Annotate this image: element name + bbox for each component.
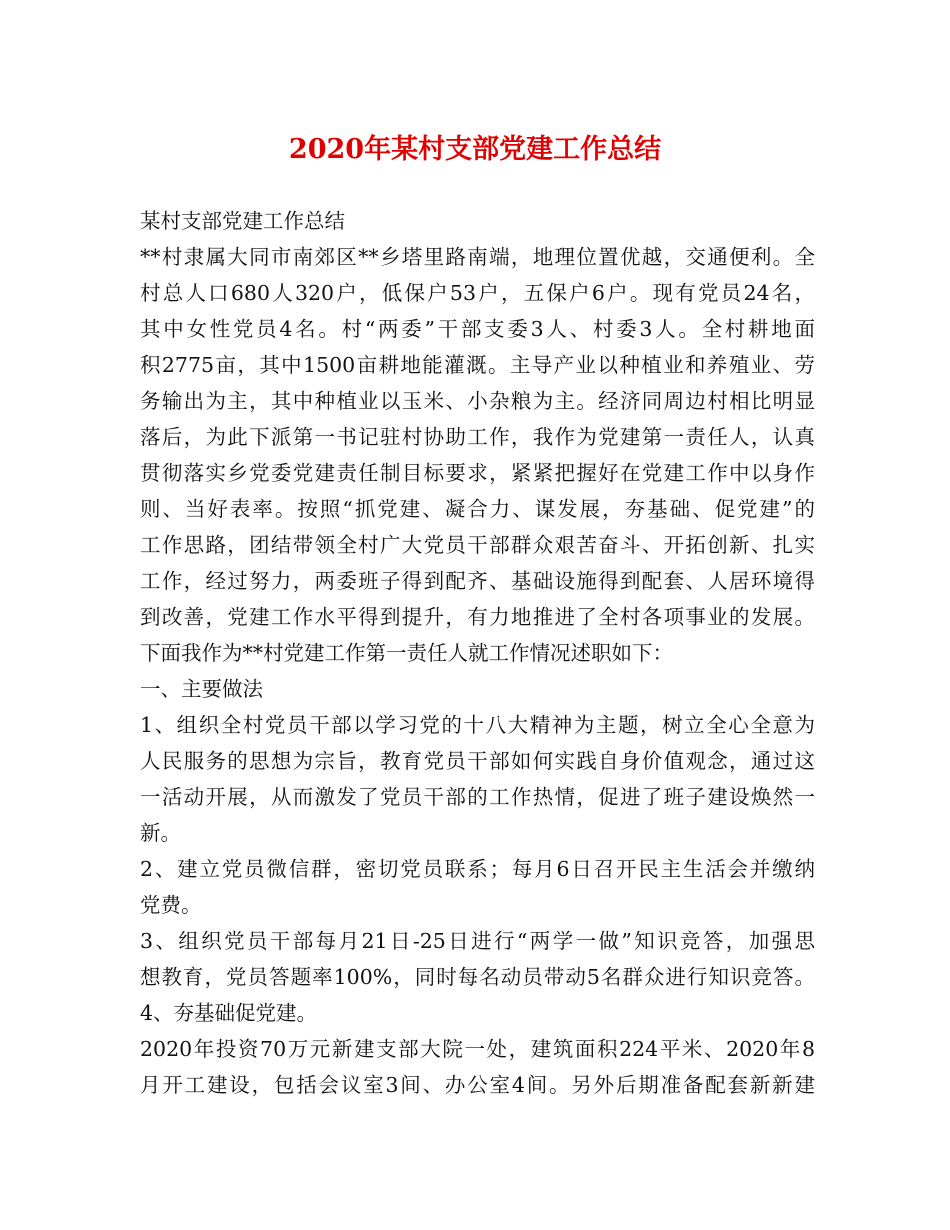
paragraph-line: 贯彻落实乡党委党建责任制目标要求，紧紧把握好在党建工作中以身作 [140, 461, 815, 485]
paragraph-line: 月开工建设，包括会议室3间、办公室4间。另外后期准备配套新新建 [140, 1073, 815, 1097]
paragraph-line: 村总人口680人320户，低保户53户，五保户6户。现有党员24名， [140, 281, 815, 305]
paragraph-line: 一活动开展，从而激发了党员干部的工作热情，促进了班子建设焕然一 [140, 785, 815, 809]
paragraph-line: 工作，经过努力，两委班子得到配齐、基础设施得到配套、人居环境得 [140, 569, 815, 593]
section-heading: 一、主要做法 [140, 677, 263, 701]
paragraph-line: 某村支部党建工作总结 [140, 209, 345, 233]
paragraph-line: 党费。 [140, 893, 202, 917]
paragraph-line: 则、当好表率。按照“抓党建、凝合力、谋发展，夯基础、促党建”的 [140, 497, 815, 521]
paragraph-line: 2、建立党员微信群，密切党员联系；每月6日召开民主生活会并缴纳 [140, 857, 815, 881]
paragraph-line: 人民服务的思想为宗旨，教育党员干部如何实践自身价值观念，通过这 [140, 749, 815, 773]
document-body [140, 203, 815, 1103]
paragraph-line: 新。 [140, 821, 181, 845]
paragraph-line: 4、夯基础促党建。 [140, 1001, 318, 1025]
paragraph-line: 3、组织党员干部每月21日-25日进行“两学一做”知识竞答，加强思 [140, 929, 815, 953]
paragraph-line: 务输出为主，其中种植业以玉米、小杂粮为主。经济同周边村相比明显 [140, 389, 815, 413]
paragraph-line: 下面我作为**村党建工作第一责任人就工作情况述职如下： [140, 641, 673, 665]
paragraph-line: 积2775亩，其中1500亩耕地能灌溉。主导产业以种植业和养殖业、劳 [140, 353, 815, 377]
paragraph-line: 1、组织全村党员干部以学习党的十八大精神为主题，树立全心全意为 [140, 713, 815, 737]
paragraph-line: 工作思路，团结带领全村广大党员干部群众艰苦奋斗、开拓创新、扎实 [140, 533, 815, 557]
paragraph-line: 到改善，党建工作水平得到提升，有力地推进了全村各项事业的发展。 [140, 605, 815, 629]
paragraph-line: 落后，为此下派第一书记驻村协助工作，我作为党建第一责任人，认真 [140, 425, 815, 449]
paragraph-line: 2020年投资70万元新建支部大院一处，建筑面积224平米、2020年8 [140, 1037, 815, 1061]
document-title: 2020年某村支部党建工作总结 [288, 134, 662, 165]
paragraph-line: 想教育，党员答题率100%，同时每名动员带动5名群众进行知识竞答。 [140, 965, 815, 989]
paragraph-line: 其中女性党员4名。村“两委”干部支委3人、村委3人。全村耕地面 [140, 317, 815, 341]
paragraph-line: **村隶属大同市南郊区**乡塔里路南端，地理位置优越，交通便利。全 [140, 245, 815, 269]
